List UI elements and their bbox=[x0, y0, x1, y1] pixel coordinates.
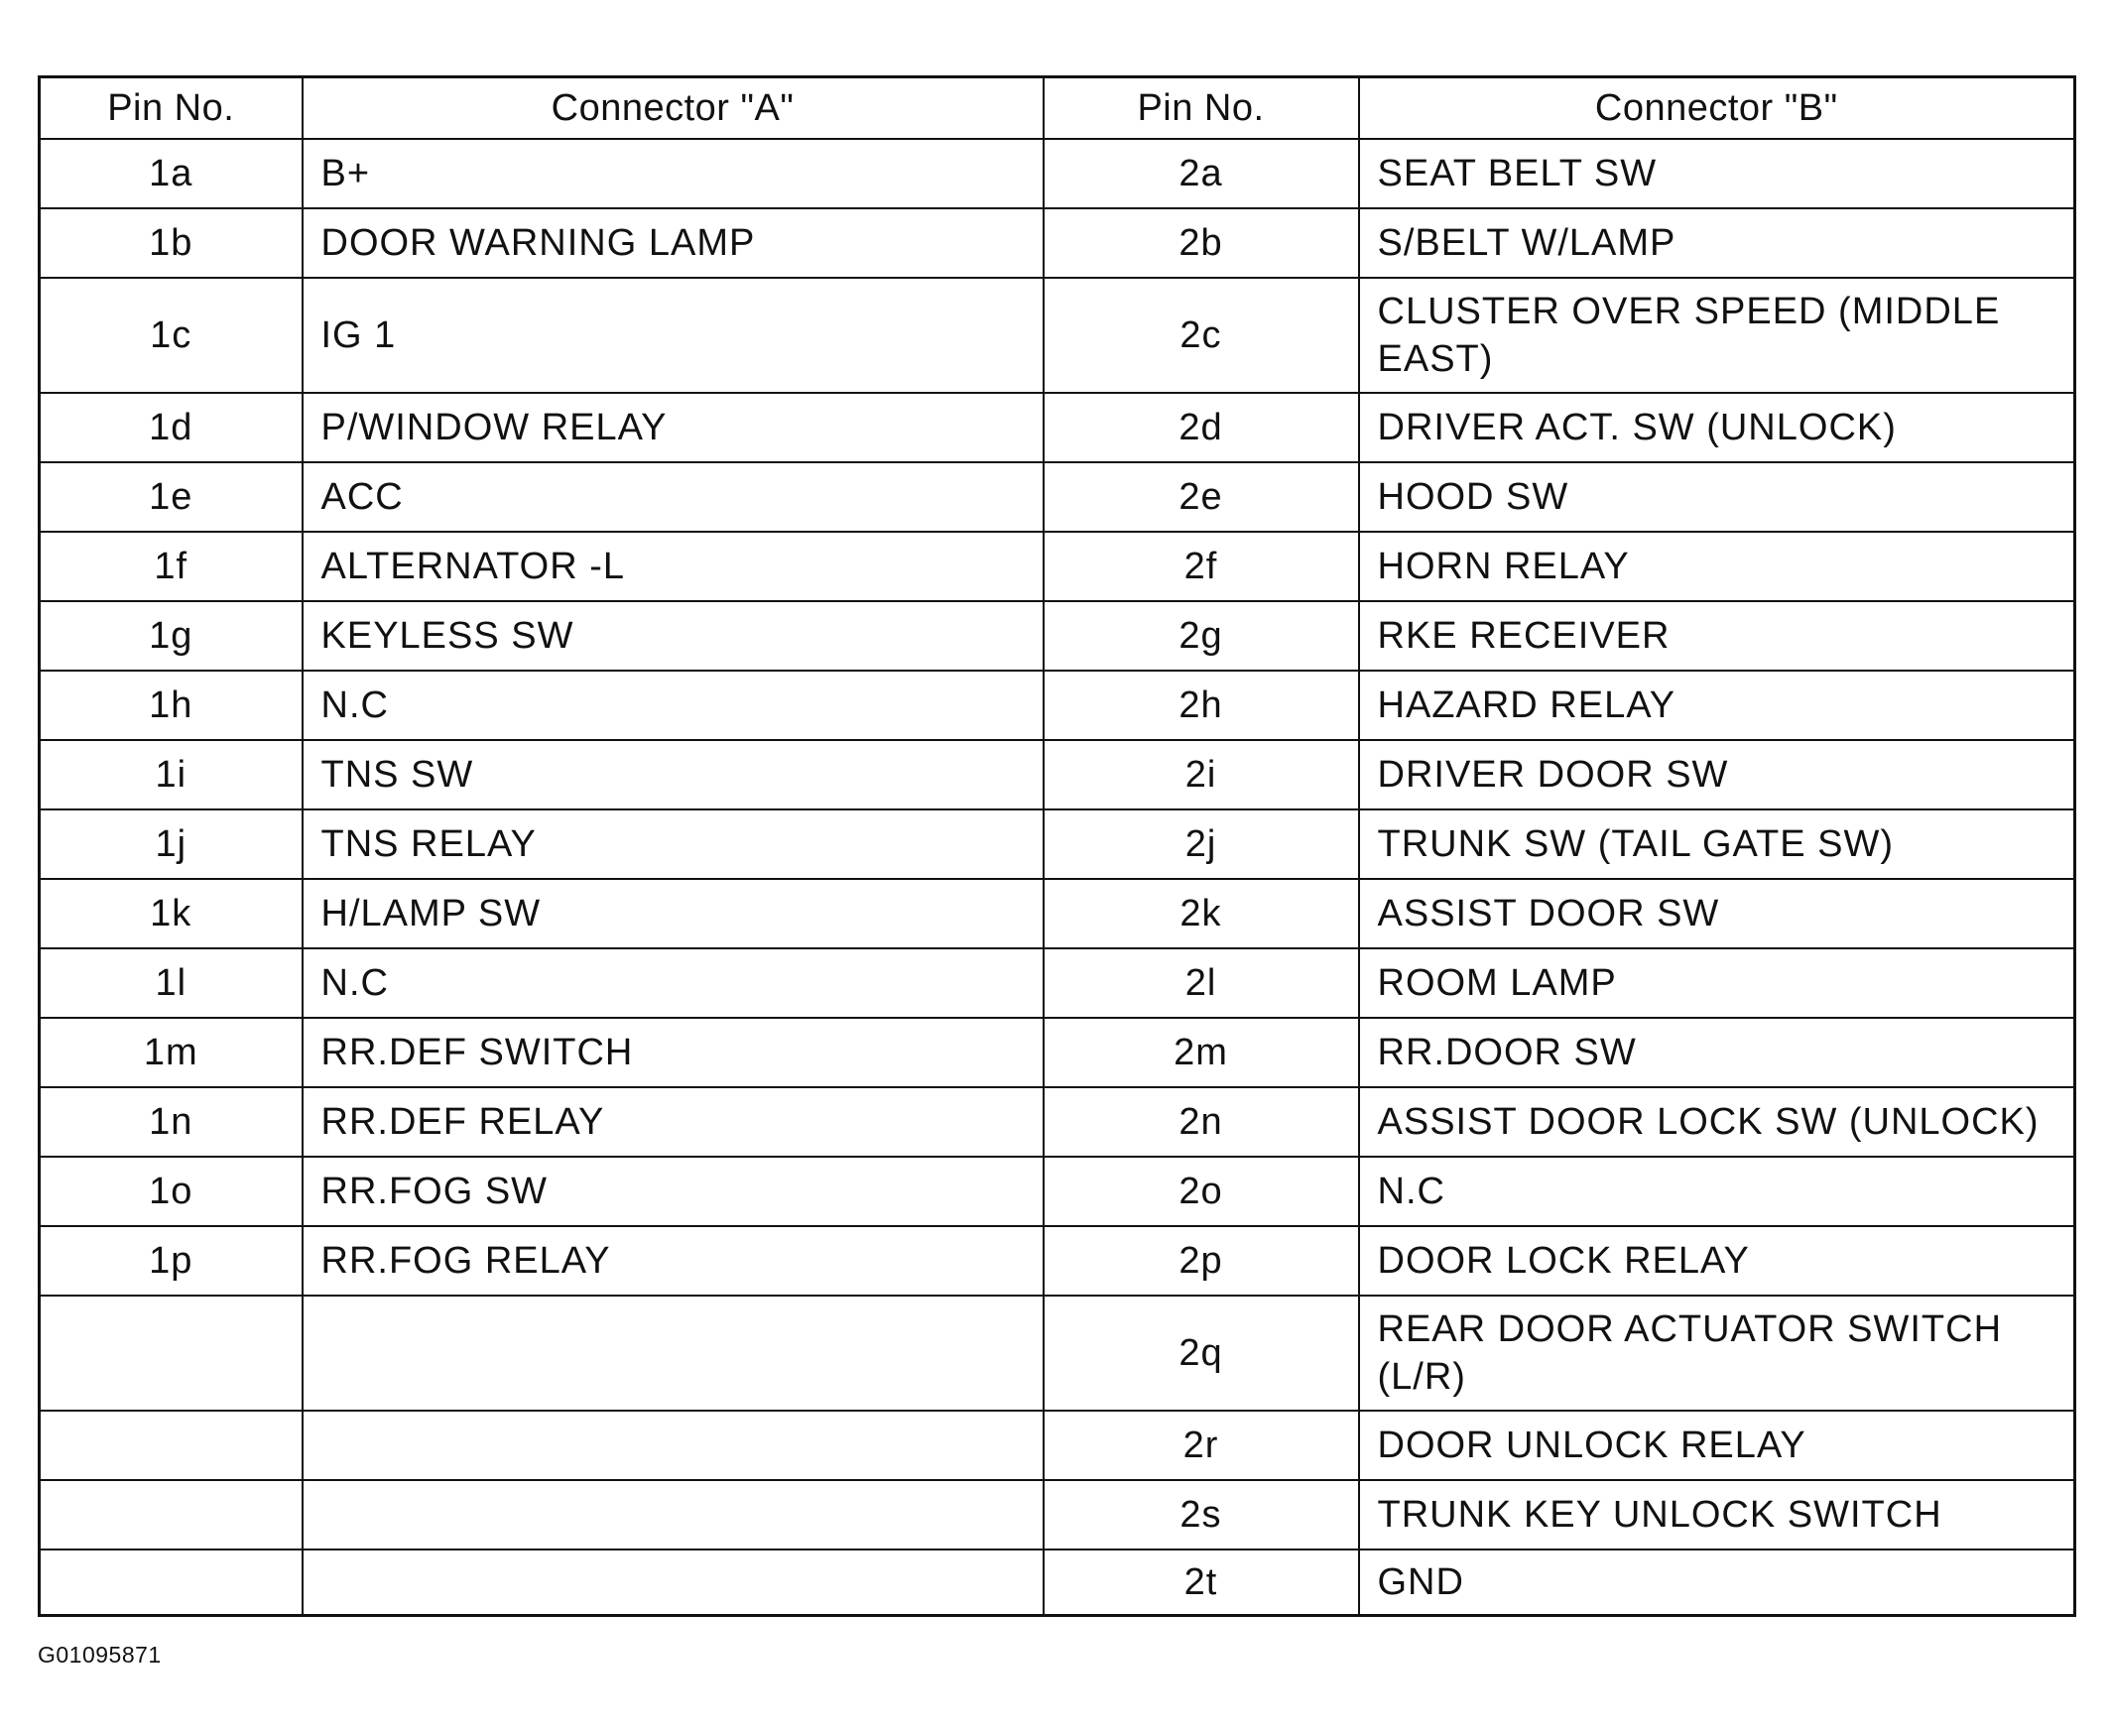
table-row bbox=[40, 601, 2075, 671]
pin-table-document bbox=[38, 75, 2073, 1617]
figure-id: G01095871 bbox=[38, 1642, 162, 1668]
header-pin-no-b: Pin No. bbox=[1044, 77, 1359, 140]
pin-b-cell: 2a bbox=[1044, 139, 1359, 208]
header-row bbox=[40, 77, 2075, 140]
pin-b-cell: 2o bbox=[1044, 1157, 1359, 1226]
table-row bbox=[40, 809, 2075, 879]
connector-a-cell bbox=[303, 1550, 1044, 1616]
connector-b-cell: GND bbox=[1359, 1550, 2075, 1616]
table-row bbox=[40, 462, 2075, 532]
pin-a-cell: 1p bbox=[40, 1226, 303, 1296]
connector-b-cell: DOOR LOCK RELAY bbox=[1359, 1226, 2075, 1296]
connector-b-cell: HAZARD RELAY bbox=[1359, 671, 2075, 740]
connector-a-cell: P/WINDOW RELAY bbox=[303, 393, 1044, 462]
connector-b-cell: N.C bbox=[1359, 1157, 2075, 1226]
connector-b-cell: TRUNK SW (TAIL GATE SW) bbox=[1359, 809, 2075, 879]
pin-b-cell: 2e bbox=[1044, 462, 1359, 532]
connector-b-cell: DOOR UNLOCK RELAY bbox=[1359, 1411, 2075, 1480]
table-row bbox=[40, 1157, 2075, 1226]
header-connector-b: Connector "B" bbox=[1359, 77, 2075, 140]
connector-b-cell: ASSIST DOOR LOCK SW (UNLOCK) bbox=[1359, 1087, 2075, 1157]
connector-b-cell: TRUNK KEY UNLOCK SWITCH bbox=[1359, 1480, 2075, 1550]
table-row bbox=[40, 139, 2075, 208]
connector-a-cell: N.C bbox=[303, 948, 1044, 1018]
pin-a-cell bbox=[40, 1480, 303, 1550]
table-row bbox=[40, 948, 2075, 1018]
table-row bbox=[40, 532, 2075, 601]
pin-a-cell: 1c bbox=[40, 278, 303, 393]
pin-a-cell: 1n bbox=[40, 1087, 303, 1157]
connector-a-cell bbox=[303, 1480, 1044, 1550]
connector-b-cell: HOOD SW bbox=[1359, 462, 2075, 532]
table-row bbox=[40, 393, 2075, 462]
table-row bbox=[40, 1018, 2075, 1087]
pin-a-cell: 1a bbox=[40, 139, 303, 208]
table-header bbox=[40, 77, 2075, 140]
pin-a-cell: 1l bbox=[40, 948, 303, 1018]
connector-a-cell bbox=[303, 1296, 1044, 1411]
pin-a-cell: 1b bbox=[40, 208, 303, 278]
pin-b-cell: 2g bbox=[1044, 601, 1359, 671]
connector-b-cell: ROOM LAMP bbox=[1359, 948, 2075, 1018]
connector-a-cell: ACC bbox=[303, 462, 1044, 532]
table-body bbox=[40, 139, 2075, 1616]
connector-a-cell: KEYLESS SW bbox=[303, 601, 1044, 671]
connector-a-cell: H/LAMP SW bbox=[303, 879, 1044, 948]
connector-b-cell: DRIVER DOOR SW bbox=[1359, 740, 2075, 809]
connector-a-cell: TNS RELAY bbox=[303, 809, 1044, 879]
pin-b-cell: 2h bbox=[1044, 671, 1359, 740]
table-row bbox=[40, 1296, 2075, 1411]
connector-a-cell: IG 1 bbox=[303, 278, 1044, 393]
pin-b-cell: 2b bbox=[1044, 208, 1359, 278]
table-row bbox=[40, 740, 2075, 809]
pin-a-cell bbox=[40, 1411, 303, 1480]
connector-b-cell: SEAT BELT SW bbox=[1359, 139, 2075, 208]
pin-b-cell: 2l bbox=[1044, 948, 1359, 1018]
connector-b-cell: DRIVER ACT. SW (UNLOCK) bbox=[1359, 393, 2075, 462]
pin-a-cell: 1m bbox=[40, 1018, 303, 1087]
connector-a-cell: RR.FOG RELAY bbox=[303, 1226, 1044, 1296]
connector-a-cell: DOOR WARNING LAMP bbox=[303, 208, 1044, 278]
pin-b-cell: 2i bbox=[1044, 740, 1359, 809]
connector-b-cell: REAR DOOR ACTUATOR SWITCH (L/R) bbox=[1359, 1296, 2075, 1411]
pin-a-cell: 1f bbox=[40, 532, 303, 601]
connector-a-cell: B+ bbox=[303, 139, 1044, 208]
connector-b-cell: RR.DOOR SW bbox=[1359, 1018, 2075, 1087]
pin-a-cell: 1o bbox=[40, 1157, 303, 1226]
connector-a-cell bbox=[303, 1411, 1044, 1480]
pin-b-cell: 2m bbox=[1044, 1018, 1359, 1087]
header-pin-no-a: Pin No. bbox=[40, 77, 303, 140]
table-row bbox=[40, 1550, 2075, 1616]
pin-b-cell: 2c bbox=[1044, 278, 1359, 393]
pin-b-cell: 2f bbox=[1044, 532, 1359, 601]
connector-b-cell: HORN RELAY bbox=[1359, 532, 2075, 601]
pin-b-cell: 2s bbox=[1044, 1480, 1359, 1550]
pin-b-cell: 2d bbox=[1044, 393, 1359, 462]
table-row bbox=[40, 1226, 2075, 1296]
pin-a-cell: 1e bbox=[40, 462, 303, 532]
connector-b-cell: CLUSTER OVER SPEED (MIDDLE EAST) bbox=[1359, 278, 2075, 393]
table-row bbox=[40, 879, 2075, 948]
pin-a-cell bbox=[40, 1296, 303, 1411]
pin-b-cell: 2q bbox=[1044, 1296, 1359, 1411]
pin-b-cell: 2p bbox=[1044, 1226, 1359, 1296]
pin-a-cell: 1h bbox=[40, 671, 303, 740]
header-connector-a: Connector "A" bbox=[303, 77, 1044, 140]
connector-a-cell: ALTERNATOR -L bbox=[303, 532, 1044, 601]
connector-b-cell: S/BELT W/LAMP bbox=[1359, 208, 2075, 278]
connector-a-cell: RR.DEF SWITCH bbox=[303, 1018, 1044, 1087]
table-row bbox=[40, 1411, 2075, 1480]
pin-b-cell: 2j bbox=[1044, 809, 1359, 879]
connector-a-cell: TNS SW bbox=[303, 740, 1044, 809]
pin-b-cell: 2k bbox=[1044, 879, 1359, 948]
table-row bbox=[40, 278, 2075, 393]
table-row bbox=[40, 1480, 2075, 1550]
connector-b-cell: ASSIST DOOR SW bbox=[1359, 879, 2075, 948]
connector-a-cell: N.C bbox=[303, 671, 1044, 740]
pin-a-cell: 1i bbox=[40, 740, 303, 809]
connector-a-cell: RR.FOG SW bbox=[303, 1157, 1044, 1226]
table-row bbox=[40, 1087, 2075, 1157]
pin-a-cell: 1d bbox=[40, 393, 303, 462]
connector-b-cell: RKE RECEIVER bbox=[1359, 601, 2075, 671]
pin-a-cell: 1g bbox=[40, 601, 303, 671]
pin-b-cell: 2r bbox=[1044, 1411, 1359, 1480]
connector-a-cell: RR.DEF RELAY bbox=[303, 1087, 1044, 1157]
pin-a-cell: 1k bbox=[40, 879, 303, 948]
pin-a-cell: 1j bbox=[40, 809, 303, 879]
table-row bbox=[40, 208, 2075, 278]
pin-b-cell: 2t bbox=[1044, 1550, 1359, 1616]
connector-pin-table bbox=[38, 75, 2076, 1617]
pin-a-cell bbox=[40, 1550, 303, 1616]
pin-b-cell: 2n bbox=[1044, 1087, 1359, 1157]
table-row bbox=[40, 671, 2075, 740]
